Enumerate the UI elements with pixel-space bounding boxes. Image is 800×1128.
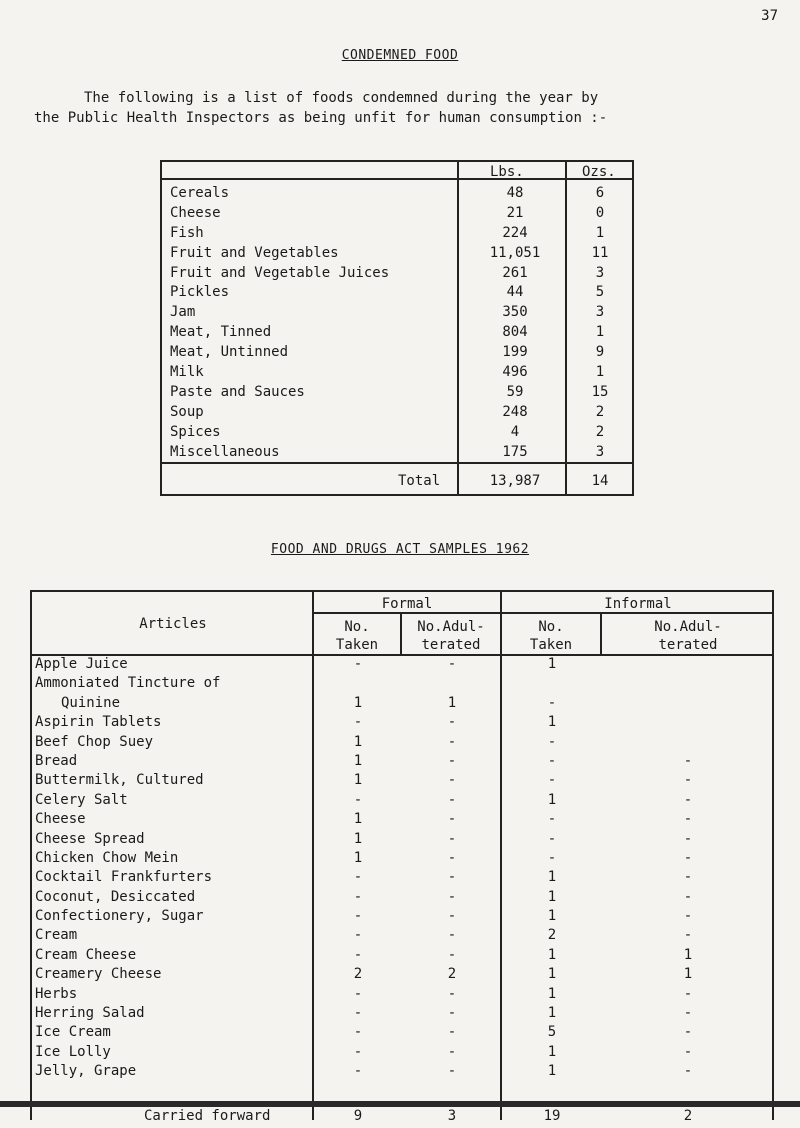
table-row (32, 868, 772, 887)
food-lbs: 199 (502, 344, 528, 361)
informal-adulterated: - (683, 772, 693, 789)
food-name: Spices (170, 423, 221, 440)
article-name-line: Celery Salt (35, 791, 128, 808)
table-row (32, 888, 772, 907)
food-ozs: 1 (595, 324, 605, 341)
informal-adulterated: - (683, 908, 693, 925)
formal-taken: - (353, 927, 363, 944)
formal-taken: - (353, 1043, 363, 1060)
article-name (35, 752, 77, 771)
header-line: No.Adul- (654, 619, 722, 635)
article-name-line: Herbs (35, 985, 78, 1002)
food-lbs: 804 (502, 324, 528, 341)
formal-adulterated: - (447, 1043, 457, 1060)
informal-header: Informal (604, 596, 672, 612)
informal-taken: 1 (547, 714, 557, 731)
informal-taken: - (547, 830, 557, 847)
formal-adulterated: - (447, 849, 457, 866)
article-name-line: Cocktail Frankfurters (35, 869, 213, 886)
food-name: Pickles (170, 284, 230, 301)
informal-adulterated: - (683, 869, 693, 886)
table-row (170, 264, 632, 284)
article-name-line: Confectionery, Sugar (35, 908, 204, 925)
table-row (32, 752, 772, 771)
carried-formal-adulterated: 3 (447, 1108, 457, 1124)
informal-taken: - (547, 811, 557, 828)
informal-adulterated: - (683, 1005, 693, 1022)
informal-adulterated: - (683, 849, 693, 866)
food-name: Fruit and Vegetable Juices (170, 264, 390, 281)
food-lbs: 4 (510, 423, 520, 440)
food-name: Fruit and Vegetables (170, 244, 339, 261)
table-row (32, 791, 772, 810)
article-name-line: Cheese (35, 811, 86, 828)
formal-taken: 2 (353, 966, 363, 983)
formal-adulterated: - (447, 946, 457, 963)
food-ozs: 0 (595, 204, 605, 221)
formal-adulterated: - (447, 869, 457, 886)
informal-taken: - (547, 733, 557, 750)
table-row (32, 713, 772, 732)
formal-adulterated: - (447, 908, 457, 925)
header-line: Taken (335, 637, 379, 653)
intro-line-1: The following is a list of foods condemned during the year by (84, 90, 599, 106)
informal-taken: 1 (547, 869, 557, 886)
formal-adulterated: - (447, 830, 457, 847)
informal-no-taken-header (502, 618, 600, 654)
total-lbs: 13,987 (489, 473, 541, 489)
article-name (35, 655, 128, 674)
formal-taken: 1 (353, 772, 363, 789)
food-name: Fish (170, 224, 204, 241)
informal-no-adulterated-header (602, 618, 774, 654)
food-lbs: 224 (502, 224, 528, 241)
formal-taken: - (353, 791, 363, 808)
article-name-line: Creamery Cheese (35, 966, 162, 983)
formal-adulterated: - (447, 1024, 457, 1041)
article-name-line: Bread (35, 752, 78, 769)
article-name (35, 810, 86, 829)
food-ozs: 2 (595, 423, 605, 440)
food-ozs: 1 (595, 364, 605, 381)
article-name (35, 926, 77, 945)
informal-adulterated: - (683, 927, 693, 944)
formal-taken: - (353, 888, 363, 905)
article-name (35, 888, 195, 907)
article-name (35, 674, 220, 713)
food-name: Cereals (170, 185, 230, 201)
formal-taken: - (353, 946, 363, 963)
table-row (170, 383, 632, 403)
article-name-line: Cream Cheese (35, 946, 137, 963)
condemned-rows (170, 184, 632, 462)
informal-adulterated: - (683, 791, 693, 808)
table-row (170, 283, 632, 303)
table-row (32, 733, 772, 752)
header-line: No. (344, 619, 370, 635)
carried-forward-row (32, 1108, 772, 1128)
article-name-line: Cream (35, 927, 78, 944)
article-name-line: Aspirin Tablets (35, 714, 162, 731)
header-line: terated (658, 637, 718, 653)
table-row (32, 907, 772, 926)
table-row (170, 204, 632, 224)
food-ozs: 2 (595, 403, 605, 420)
informal-adulterated: - (683, 1063, 693, 1080)
formal-adulterated: 1 (447, 694, 457, 711)
formal-adulterated: - (447, 888, 457, 905)
food-lbs: 59 (506, 383, 524, 400)
food-ozs: 15 (591, 383, 609, 400)
total-row (162, 470, 632, 492)
article-name (35, 771, 204, 790)
header-line: No. (538, 619, 564, 635)
informal-taken: 5 (547, 1024, 557, 1041)
carried-formal-taken: 9 (353, 1108, 363, 1124)
formal-adulterated: - (447, 927, 457, 944)
condemned-food-intro (34, 88, 774, 128)
article-name-line: Beef Chop Suey (35, 733, 154, 750)
formal-adulterated: - (447, 985, 457, 1002)
article-name-line: Quinine (61, 694, 121, 711)
condemned-food-title: CONDEMNED FOOD (341, 48, 459, 63)
formal-adulterated: - (447, 1005, 457, 1022)
food-name: Jam (170, 304, 196, 321)
food-lbs: 261 (502, 264, 528, 281)
food-ozs: 3 (595, 264, 605, 281)
food-ozs: 5 (595, 284, 605, 301)
formal-taken: - (353, 1024, 363, 1041)
food-lbs: 48 (506, 185, 524, 201)
food-ozs: 9 (595, 344, 605, 361)
formal-no-adulterated-header (402, 618, 500, 654)
formal-taken: 1 (353, 811, 363, 828)
food-name: Miscellaneous (170, 443, 280, 460)
article-name-line: Jelly, Grape (35, 1063, 137, 1080)
food-ozs: 6 (595, 185, 605, 201)
informal-adulterated: - (683, 1024, 693, 1041)
informal-adulterated: - (683, 985, 693, 1002)
total-ozs: 14 (591, 473, 609, 489)
article-name (35, 1023, 111, 1042)
formal-header: Formal (381, 596, 433, 612)
table-row (32, 1062, 772, 1081)
informal-adulterated: - (683, 830, 693, 847)
formal-taken: 1 (353, 849, 363, 866)
formal-taken: - (353, 655, 363, 672)
article-name-line: Ammoniated Tincture of (35, 675, 221, 692)
table-row (32, 965, 772, 984)
header-line: terated (421, 637, 481, 653)
table-row (170, 323, 632, 343)
food-name: Meat, Tinned (170, 324, 272, 341)
article-name (35, 985, 77, 1004)
table-row (32, 849, 772, 868)
formal-adulterated: - (447, 772, 457, 789)
formal-adulterated: - (447, 791, 457, 808)
article-name-line: Cheese Spread (35, 830, 145, 847)
group-divider (312, 612, 772, 614)
formal-adulterated: - (447, 655, 457, 672)
article-name-line: Apple Juice (35, 656, 128, 672)
carried-informal-taken: 19 (543, 1108, 561, 1124)
food-ozs: 3 (595, 443, 605, 460)
article-name-line: Ice Lolly (35, 1043, 111, 1060)
table-row (170, 423, 632, 443)
informal-taken: - (547, 752, 557, 769)
article-name (35, 849, 178, 868)
informal-taken: 1 (547, 888, 557, 905)
condemned-food-table (160, 160, 634, 496)
article-name (35, 965, 161, 984)
informal-adulterated: 1 (683, 946, 693, 963)
formal-no-taken-header (314, 618, 400, 654)
informal-adulterated: - (683, 811, 693, 828)
informal-adulterated: 1 (683, 966, 693, 983)
article-name (35, 713, 161, 732)
formal-taken: - (353, 908, 363, 925)
formal-adulterated: 2 (447, 966, 457, 983)
table-row (170, 363, 632, 383)
food-lbs: 11,051 (489, 244, 541, 261)
informal-taken: 1 (547, 908, 557, 925)
informal-taken: - (547, 694, 557, 711)
informal-taken: 1 (547, 946, 557, 963)
article-name-line: Ice Cream (35, 1024, 111, 1041)
formal-taken: - (353, 985, 363, 1002)
table-row (32, 985, 772, 1004)
table-row (32, 674, 772, 713)
food-name: Paste and Sauces (170, 383, 305, 400)
informal-taken: 1 (547, 966, 557, 983)
ozs-header: Ozs. (582, 164, 616, 180)
scan-edge (0, 1101, 800, 1107)
articles-header: Articles (139, 616, 207, 632)
article-name-line: Coconut, Desiccated (35, 888, 196, 905)
table-row (32, 810, 772, 829)
carried-informal-adulterated: 2 (683, 1108, 693, 1124)
informal-taken: 1 (547, 1063, 557, 1080)
informal-taken: 1 (547, 791, 557, 808)
informal-taken: 1 (547, 985, 557, 1002)
formal-taken: - (353, 1005, 363, 1022)
formal-adulterated: - (447, 811, 457, 828)
food-name: Cheese (170, 204, 221, 221)
food-lbs: 496 (502, 364, 528, 381)
food-lbs: 350 (502, 304, 528, 321)
table-row (32, 1043, 772, 1062)
formal-adulterated: - (447, 714, 457, 731)
table-row (170, 443, 632, 463)
samples-rows (32, 655, 772, 1082)
lbs-header: Lbs. (490, 164, 524, 180)
formal-taken: 1 (353, 752, 363, 769)
article-name (35, 868, 212, 887)
table-row (170, 244, 632, 264)
formal-taken: - (353, 869, 363, 886)
informal-taken: 1 (547, 1043, 557, 1060)
food-ozs: 1 (595, 224, 605, 241)
formal-taken: 1 (353, 733, 363, 750)
table-row (32, 655, 772, 674)
informal-taken: 1 (547, 655, 557, 672)
page-number: 37 (761, 8, 778, 24)
intro-line-2: the Public Health Inspectors as being unfit for human consumption :- (34, 110, 608, 126)
formal-adulterated: - (447, 1063, 457, 1080)
food-ozs: 11 (591, 244, 609, 261)
total-label: Total (398, 473, 441, 489)
food-lbs: 248 (502, 403, 528, 420)
formal-adulterated: - (447, 752, 457, 769)
article-name (35, 1062, 136, 1081)
header-line: No.Adul- (417, 619, 485, 635)
formal-adulterated: - (447, 733, 457, 750)
table-row (170, 403, 632, 423)
header-line: Taken (529, 637, 573, 653)
table-row (170, 343, 632, 363)
article-name (35, 733, 153, 752)
header-divider (162, 178, 632, 180)
table-row (32, 830, 772, 849)
article-name-line: Herring Salad (35, 1005, 145, 1022)
food-name: Soup (170, 403, 204, 420)
table-row (170, 303, 632, 323)
table-row (32, 1004, 772, 1023)
article-name-line: Chicken Chow Mein (35, 849, 179, 866)
informal-taken: - (547, 772, 557, 789)
food-name: Meat, Untinned (170, 344, 289, 361)
article-name (35, 830, 145, 849)
table-row (32, 946, 772, 965)
informal-adulterated: - (683, 752, 693, 769)
food-ozs: 3 (595, 304, 605, 321)
article-name (35, 1043, 111, 1062)
informal-taken: 1 (547, 1005, 557, 1022)
food-lbs: 21 (506, 204, 524, 221)
table-row (32, 1023, 772, 1042)
table-row (32, 926, 772, 945)
table-row (170, 184, 632, 204)
samples-table (30, 590, 774, 1124)
food-name: Milk (170, 364, 204, 381)
informal-adulterated: - (683, 888, 693, 905)
article-name (35, 946, 136, 965)
informal-adulterated: - (683, 1043, 693, 1060)
article-name-line: Buttermilk, Cultured (35, 772, 204, 789)
table-row (32, 771, 772, 790)
table-row (170, 224, 632, 244)
food-lbs: 44 (506, 284, 524, 301)
food-lbs: 175 (502, 443, 528, 460)
formal-taken: - (353, 1063, 363, 1080)
formal-taken: - (353, 714, 363, 731)
article-name (35, 791, 128, 810)
article-name (35, 1004, 145, 1023)
formal-taken: 1 (353, 830, 363, 847)
article-name (35, 907, 204, 926)
informal-taken: 2 (547, 927, 557, 944)
samples-title: FOOD AND DRUGS ACT SAMPLES 1962 (270, 542, 530, 557)
formal-taken: 1 (353, 694, 363, 711)
informal-taken: - (547, 849, 557, 866)
carried-forward-label: Carried forward (144, 1108, 271, 1124)
